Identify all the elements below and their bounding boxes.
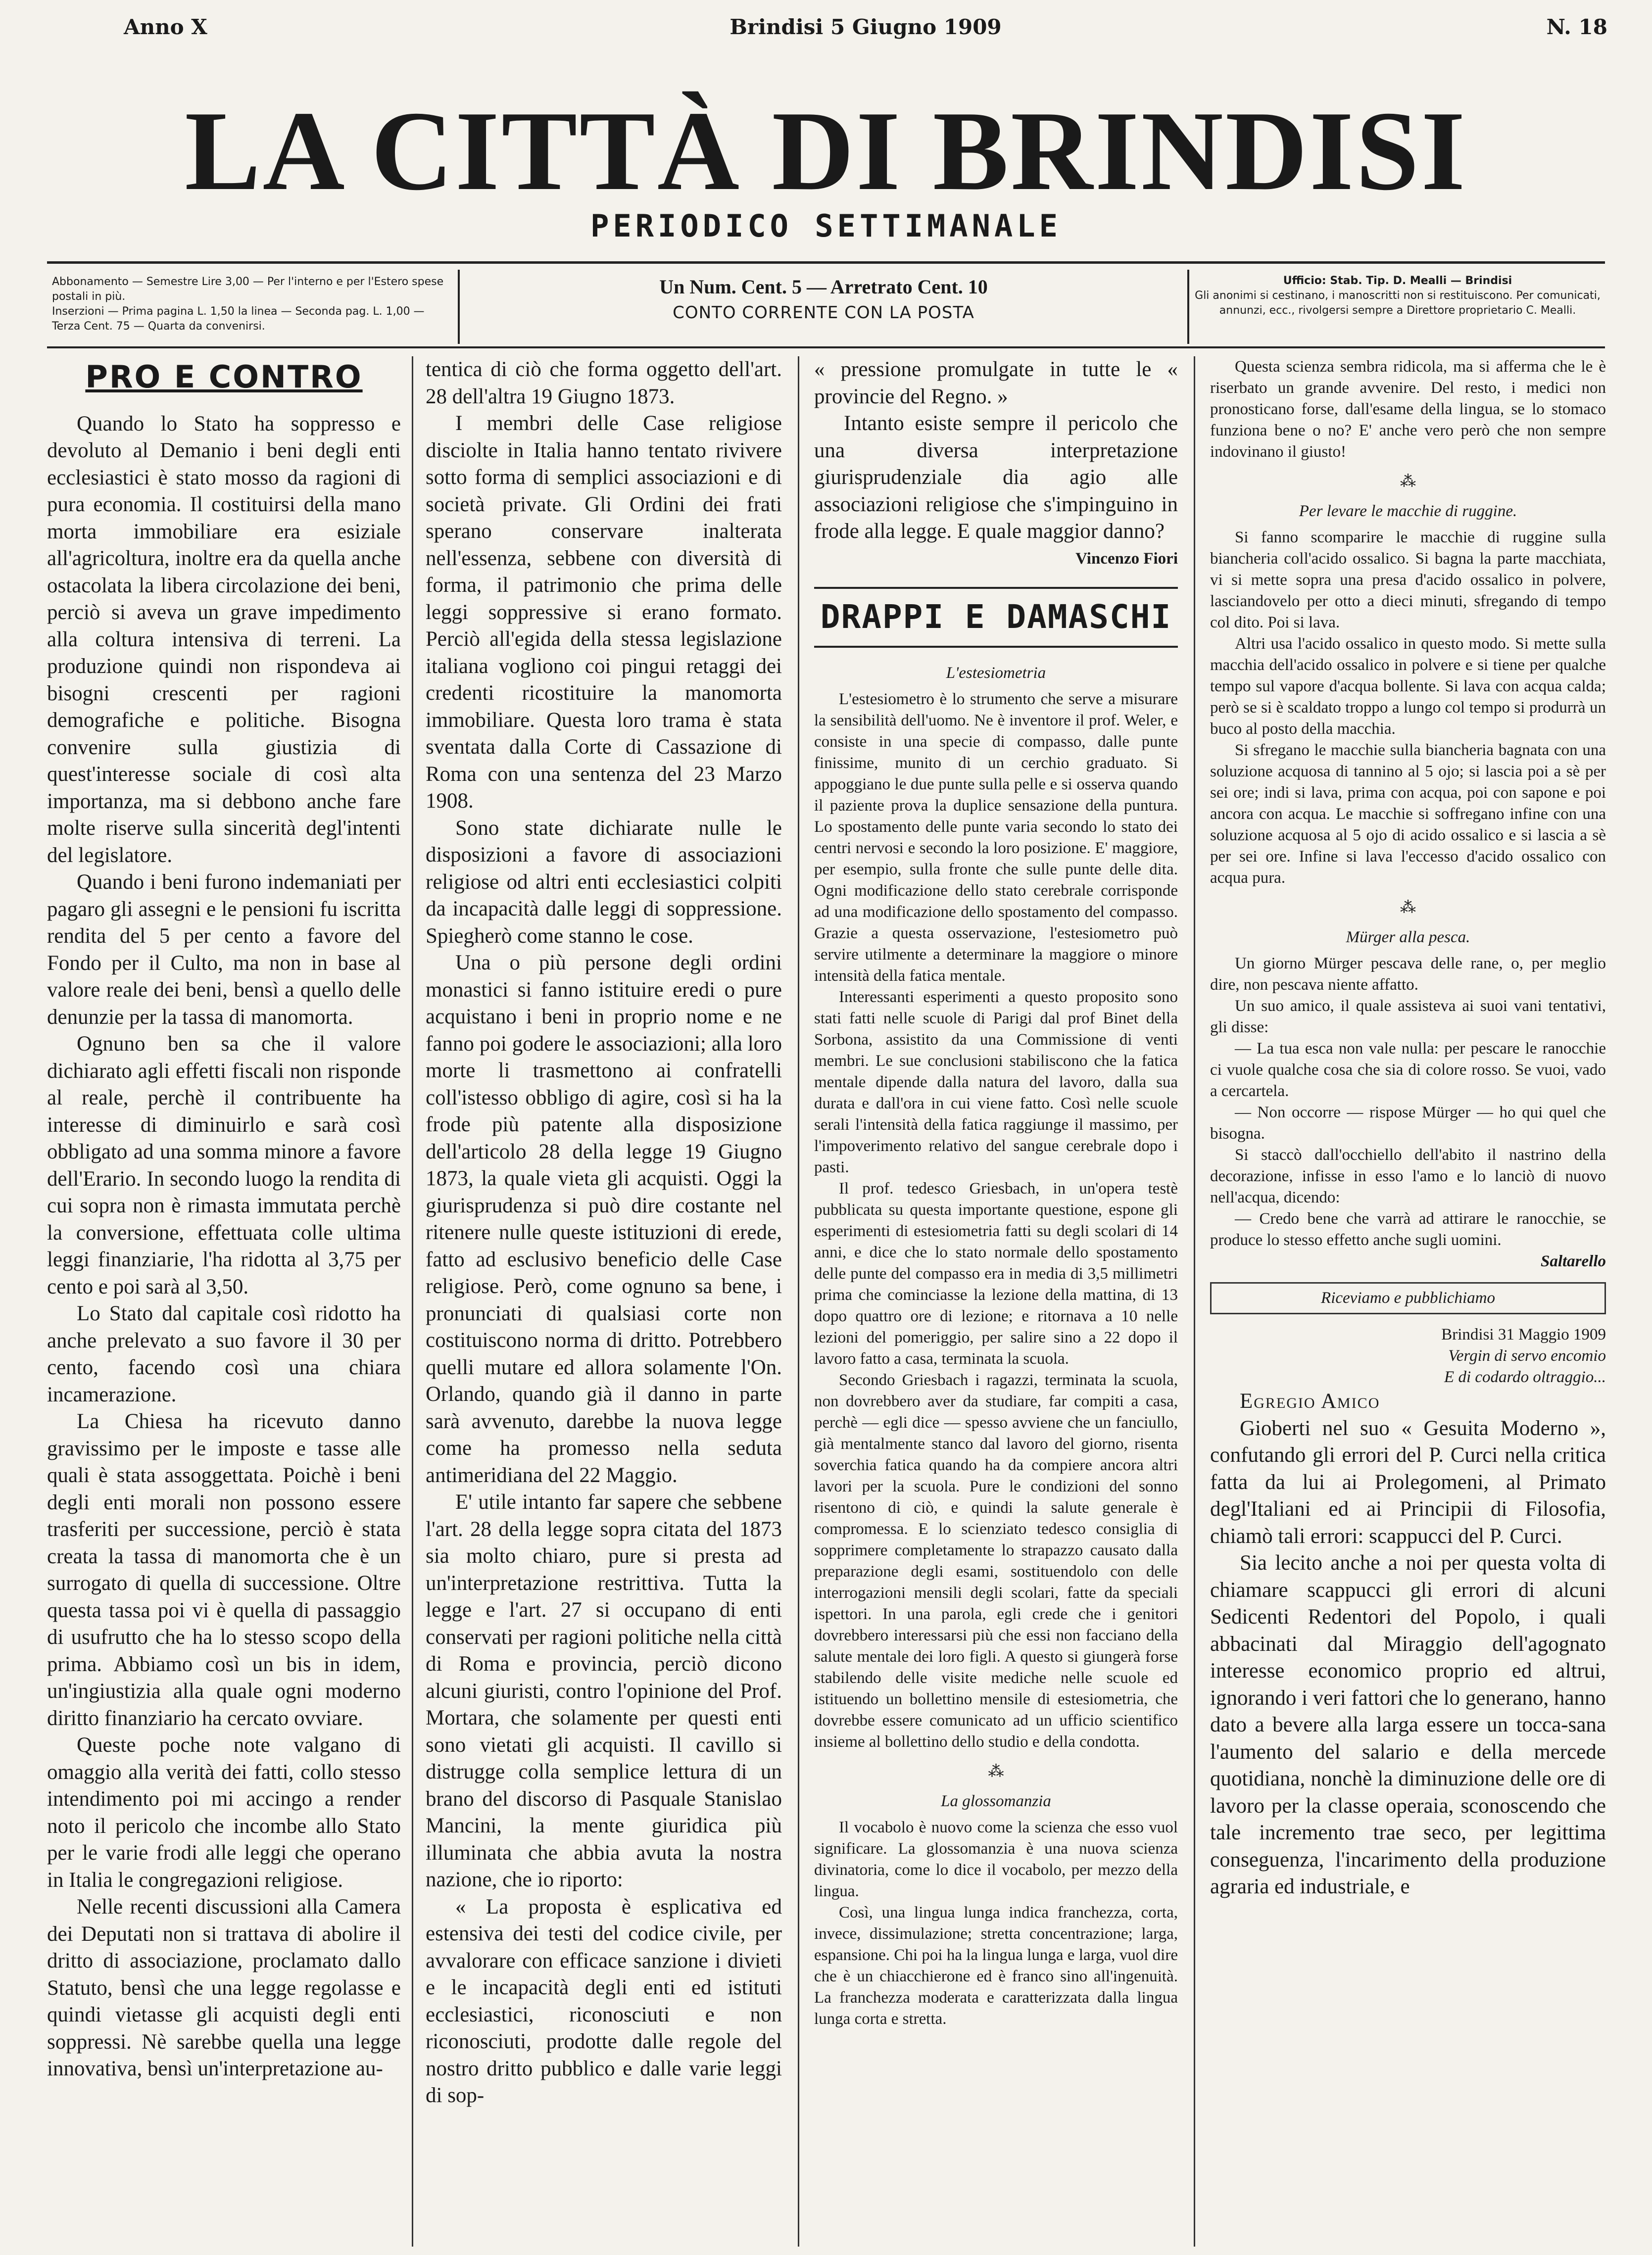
paragraph: Quando lo Stato ha soppresso e devoluto al Demanio i beni degli enti ecclesiastici è stato mosso da ragioni di pura economia. Il costituirsi della mano morta immobiliare era esiziale all'agricoltura, inoltre era da quella anche ostacolata la libera circolazione dei beni, perciò si aveva un grave impedimento alla coltura intensiva di terreni. La produzione quindi non rispondeva ai bisogni crescenti per ragioni demografiche e politiche. Bisogna convenire sulla giustizia di quest'interesse sociale di così alta importanza, ma si debbono anche fare molte riserve sulla sincerità degl'intenti del legislatore. [47,412,401,867]
anonimi-text: Gli anonimi si cestinano, i manoscritti non si restituiscono. Per comunicati, annunzi, ecc., rivolgersi sempre a Direttore proprietario C. Mealli. [1195,289,1601,317]
paragraph: — La tua esca non vale nulla: per pescare le ranocchie ci vuole qualche cosa che sia di colore rosso. Se vuoi, vado a cercartela. [1210,1040,1606,1100]
paragraph: Un suo amico, il quale assisteva ai suoi vani tentativi, gli disse: [1210,997,1606,1036]
paragraph: — Non occorre — rispose Mürger — ho qui quel che bisogna. [1210,1104,1606,1143]
paragraph: I membri delle Case religiose disciolte in Italia hanno tentato rivivere sotto forma di semplici associazioni e di società private. Gli Ordini dei frati sperano conservare inalterata nell'essenza, sebbene con diversità di forma, il patrimonio che prima delle leggi soppressive si erano formato. Perciò all'egida della stessa legislazione italiana vogliono coi pingui retaggi dei credenti ricostituire la manomorta immobiliare. Questa loro trama è stata sventata dalla Corte di Cassazione di Roma con una sentenza del 23 Marzo 1908. [426,412,782,813]
paragraph: Ognuno ben sa che il valore dichiarato agli effetti fiscali non risponde al reale, perchè il contribuente ha interesse di diminuirlo e sarà così obbligato ad una somma minore a favore dell'Erario. In secondo luogo la rendita di cui sopra non è rimasta immutata perchè la conversione, effettuata colle ultima leggi finanziarie, l'ha ridotta al 3,75 per cento e poi sarà al 3,50. [47,1032,401,1298]
article-author: Saltarello [1540,1252,1606,1270]
column-2 [426,356,782,2247]
column-separator [798,356,799,2247]
paragraph: Il vocabolo è nuovo come la scienza che esso vuol significare. La glossomanzia è una nuova scienza divinatoria, come lo dice il vocabolo, per mezzo della lingua. [814,1818,1178,1900]
newspaper-subtitle: PERIODICO SETTIMANALE [590,208,1062,244]
paragraph: tentica di ciò che forma oggetto dell'art. 28 dell'altra 19 Giugno 1873. [426,358,782,408]
article-headline: PRO E CONTRO [85,359,363,395]
paragraph: Altri usa l'acido ossalico in questo modo. Si mette sulla macchia dell'acido ossalico in polvere e si tiene per qualche tempo sul vapore d'acqua bollente. Si lava con acqua calda; però se si è scaldato troppo a lungo col tempo si produrrà un buco al posto della macchia. [1210,635,1606,738]
price-box [458,270,1189,344]
section-headline: DRAPPI E DAMASCHI [814,587,1178,648]
newspaper-title: LA CITTÀ DI BRINDISI [185,88,1467,214]
section-separator: ⁂ [1400,898,1416,916]
inserzioni-text: Inserzioni — Prima pagina L. 1,50 la linea — Seconda pag. L. 1,00 — Terza Cent. 75 — Quarta da convenirsi. [52,305,425,333]
section-title: L'estesiometria [946,664,1046,682]
letter-greeting: Egregio Amico [1240,1390,1380,1413]
conto-text: CONTO CORRENTE CON LA POSTA [673,303,974,323]
paragraph: « La proposta è esplicativa ed estensiva dei testi del codice civile, per avvalorare con efficace sanzione i divieti e le incapacità degli enti ed istituti ecclesiastici, riconosciuti e non riconosciuti, prodotte dalle regole del nostro dritto pubblico e dalle varie leggi di sop- [426,1895,782,2107]
paragraph: L'estesiometro è lo strumento che serve a misurare la sensibilità dell'uomo. Ne è inventore il prof. Weler, e consiste in una specie di compasso, dalle punte finissime, munito di un cerchio graduato. Si appoggiano le due punte sulla pelle e si osserva quando il paziente prova la duplice sensazione della puntura. Lo spostamento delle punte varia secondo lo stato dei centri nervosi e secondo la loro posizione. E' maggiore, per esempio, sulla fronte che sulle punte delle dita. Ogni modificazione dello stato cerebrale corrisponde ad una modificazione dello spostamento del compasso. Grazie a questa osservazione, l'estesiometro può servire utilmente a determinare la maggiore o minore intensità della fatica mentale. [814,690,1178,985]
section-headline: Riceviamo e pubblichiamo [1210,1282,1606,1314]
column-4-upper [1210,356,1606,1388]
paragraph: Sono state dichiarate nulle le disposizioni a favore di associazioni religiose od altri enti ecclesiastici colpiti da incapacità dalle leggi di soppressione. Spiegherò come stanno le cose. [426,816,782,948]
paragraph: Interessanti esperimenti a questo proposito sono stati fatti nelle scuole di Parigi dal prof Binet della Sorbona, assistito da una Commissione di venti membri. Le sue conclusioni stabiliscono che la fatica mentale dipende dalla natura del lavoro, dalla sua durata e dall'ora in cui viene fatto. Così nelle scuole serali l'intensità della fatica raggiunge il massimo, per l'impoverimento relativo del sangue cerebrale dopo i pasti. [814,988,1178,1176]
paragraph: Lo Stato dal capitale così ridotto ha anche prelevato a suo favore il 30 per cento, facendo così una chiara incamerazione. [47,1302,401,1406]
paragraph: Sia lecito anche a noi per questa volta di chiamare scappucci gli errori di alcuni Sedicenti Redentori del Popolo, i quali abbacinati dal Miraggio dell'agognato interesse economico proprio ed altrui, ignorando i veri fattori che lo generano, hanno dato a bevere alla larga essere un tocca-sana l'aumento del salario e della mercede quotidiana, nonchè la diminuzione delle ore di lavoro per la classe operaia, sconoscendo che tale incremento trae seco, per legittima conseguenza, l'incarimento della produzione agraria ed industriale, e [1210,1551,1606,1898]
masthead-rule [47,261,1605,264]
paragraph: Così, una lingua lunga indica franchezza, corta, invece, dissimulazione; stretta concentrazione; larga, espansione. Chi poi ha la lingua lunga e larga, vuol dire che è un chiacchierone ed è franco sino all'ingenuità. La franchezza moderata e caratterizzata dalla lingua lunga corta e stretta. [814,1903,1178,2028]
office-box [1190,270,1605,344]
paragraph: Quando i beni furono indemaniati per pagaro gli assegni e le pensioni fu iscritta rendita del 5 per cento a favore del Fondo per il Culto, ma non in base al valore reale dei beni, bensì a quello delle denunzie per la tassa di manomorta. [47,870,401,1029]
paragraph: — Credo bene che varrà ad attirare le ranocchie, se produce lo stesso effetto anche sugli uomini. [1210,1210,1606,1249]
paragraph: « pressione promulgate in tutte le « provincie del Regno. » [814,358,1178,408]
paragraph: Questa scienza sembra ridicola, ma si afferma che le è riserbato un grande avvenire. Del resto, i medici non pronosticano forse, dall'esame della lingua, se lo stomaco funziona bene o no? E' anche vero però che non sempre indovinano il giusto! [1210,358,1606,461]
info-bar [47,270,1605,344]
paragraph: E' utile intanto far sapere che sebbene l'art. 28 della legge sopra citata del 1873 sia molto chiaro, pure si presta ad un'interpretazione restrittiva. Tutta la legge e l'art. 27 si occupano di enti conservati per ragioni politiche nella città di Roma e provincia, perciò dicono alcuni giuristi, contro l'opinione del Prof. Mortara, che solamente per questi enti sono vietati gli acquisti. Il cavillo si distrugge colla semplice lettura di un brano del discorso di Pasquale Stanislao Mancini, la mente giuridica più illuminata che abbia avuta la nostra nazione, che io riporto: [426,1490,782,1891]
price-text: Un Num. Cent. 5 — Arretrato Cent. 10 [659,276,988,298]
column-separator [1194,356,1195,2247]
column-1 [47,356,401,2247]
section-title: Per levare le macchie di ruggine. [1299,502,1517,520]
issue-number: N. 18 [1546,15,1607,39]
paragraph: Il prof. tedesco Griesbach, in un'opera testè pubblicata su questa importante questione, espone gli esperimenti di estesiometria fatti su degli scolari di 14 anni, e dice che lo stato normale dello spostamento delle punte del compasso era in media di 3,5 millimetri prima che cominciasse la lezione della mattina, di 13 dopo quattro ore di lezione; e ritornava a 10 nelle lezioni del pomeriggio, per salire sino a 22 dopo il lavoro fatto a casa, terminata la scuola. [814,1179,1178,1368]
issue-year: Anno X [124,15,207,39]
section-title: La glossomanzia [941,1792,1051,1810]
column-3 [814,356,1178,2247]
epigraph-line: Vergin di servo encomio [1448,1347,1606,1365]
drappi-body [814,663,1178,2030]
letter-date: Brindisi 31 Maggio 1909 [1441,1326,1606,1343]
paragraph: Si fanno scomparire le macchie di ruggine sulla biancheria coll'acido ossalico. Si bagna la parte macchiata, vi si mette sopra una presa d'acido ossalico in polvere, lasciandovelo per otto a dieci minuti, sfregando di tempo col dito. Poi si lava. [1210,528,1606,631]
paragraph: Si sfregano le macchie sulla biancheria bagnata con una soluzione acquosa di tannino al 5 ojo; si lascia poi a sè per sei ore; indi si lava, prima con acqua, poi con sapone e poi ancora con acqua. Le macchie si soffregano infine con una soluzione acquosa al 5 ojo di acido ossalico e si lascia a sè per sei ore. Infine si lava l'eccesso d'acido ossalico con acqua pura. [1210,741,1606,887]
paragraph: Queste poche note valgano di omaggio alla verità dei fatti, collo stesso intendimento poi mi accingo a render noto il pericolo che incombe allo Stato per le varie frodi alle leggi che operano in Italia le congregazioni religiose. [47,1733,401,1892]
section-title: Mürger alla pesca. [1346,928,1470,946]
paragraph: Gioberti nel suo « Gesuita Moderno », confutando gli errori del P. Curci nella critica fatta da lui ai Prolegomeni, al Primato degl'Italiani ed ai Principii di Filosofia, chiamò tali errori: scappucci del P. Curci. [1210,1416,1606,1548]
column-4 [1210,356,1606,2247]
top-line [124,15,1607,49]
issue-place-date: Brindisi 5 Giugno 1909 [729,15,1002,39]
paragraph: La Chiesa ha ricevuto danno gravissimo per le imposte e tasse alle quali è stata assoggettata. Poichè i beni degli enti morali non possono essere trasferiti per successione, perciò è stata creata la tassa di manomorta che è un surrogato di quella di successione. Oltre questa tassa poi vi è quella di passaggio di usufrutto che ha lo stesso scopo della prima. Abbiamo così un bis in idem, un'ingiustizia alla quale ogni moderno diritto finanziario ha cercato ovviare. [47,1410,401,1730]
paragraph: Un giorno Mürger pescava delle rane, o, per meglio dire, non pescava niente affatto. [1210,955,1606,994]
paragraph: Secondo Griesbach i ragazzi, terminata la scuola, non dovrebbero aver da studiare, far compiti a casa, perchè — egli dice — spesso avviene che un fanciullo, già mentalmente stanco dal lavoro del giorno, risenta soverchia fatica quando ha da compiere ancora altri lavori per la scuola. Pure le condizioni del sonno risentono di ciò, e quindi la salute generale è compromessa. E lo scienziato tedesco consiglia di sopprimere completamente lo strapazzo causato dalla preparazione degli esami, sostituendolo con delle interrogazioni mensili degli scolari, fatte da speciali ispettori. In una parola, egli crede che i genitori dovrebbero interessarsi più che essi non facciano della salute mentale dei loro figli. A questo si giungerà forse stabilendo delle visite mediche nelle scuole ed istituendo un bollettino mensile di estesiometria, che dovrebbe essere comunicato ad un ufficio scientifico insieme al bollettino dello studio e della condotta. [814,1371,1178,1751]
paragraph: Intanto esiste sempre il pericolo che una diversa interpretazione giurisprudenziale dia agio alle associazioni religiose che s'impinguino in frode alla legge. E quale maggior danno? [814,412,1178,543]
section-separator: ⁂ [1400,472,1416,490]
ufficio-text: Ufficio: Stab. Tip. D. Mealli — Brindisi [1283,275,1512,287]
paragraph: Nelle recenti discussioni alla Camera dei Deputati non si trattava di abolire il dritto di associazione, proclamato dallo Statuto, bensì che una legge regolasse e quindi vietasse gli acquisti degli enti soppressi. Nè sarebbe quella una legge innovativa, bensì un'interpretazione au- [47,1895,401,2080]
paragraph: Una o più persone degli ordini monastici si fanno istituire eredi o pure acquistano i beni in proprio nome e ne fanno poi godere le associazioni; alla loro morte li trasmettono ai confratelli coll'istesso obbligo di agire, così si ha la frode più patente alla disposizione dell'articolo 28 della legge 19 Giugno 1873, la quale vieta gli acquisti. Oggi la giurisprudenza si può dire costante nel ritenere nulle queste istituzioni di erede, fatto ad esclusivo beneficio delle Case religiose. Però, come ognuno sa bene, i pronunciati di qualsiasi corte non costituiscono norma di dritto. Potrebbero quelli mutare ed allora solamente l'On. Orlando, quando già il danno in parte sarà avvenuto, darebbe la nuova legge come ha promesso nella seduta antimeridiana del 22 Maggio. [426,951,782,1487]
abbonamento-text: Abbonamento — Semestre Lire 3,00 — Per l'interno e per l'Estero spese postali in più. [52,276,444,303]
section-separator: ⁂ [988,1762,1004,1780]
subscription-box [47,270,453,344]
info-rule [47,346,1605,348]
paragraph: Si staccò dall'occhiello dell'abito il nastrino della decorazione, infisse in esso l'amo e lo lanciò di nuovo nell'acqua, dicendo: [1210,1146,1606,1206]
epigraph-line: E di codardo oltraggio... [1444,1368,1606,1386]
column-separator [412,356,413,2247]
article-author: Vincenzo Fiori [1075,549,1178,568]
